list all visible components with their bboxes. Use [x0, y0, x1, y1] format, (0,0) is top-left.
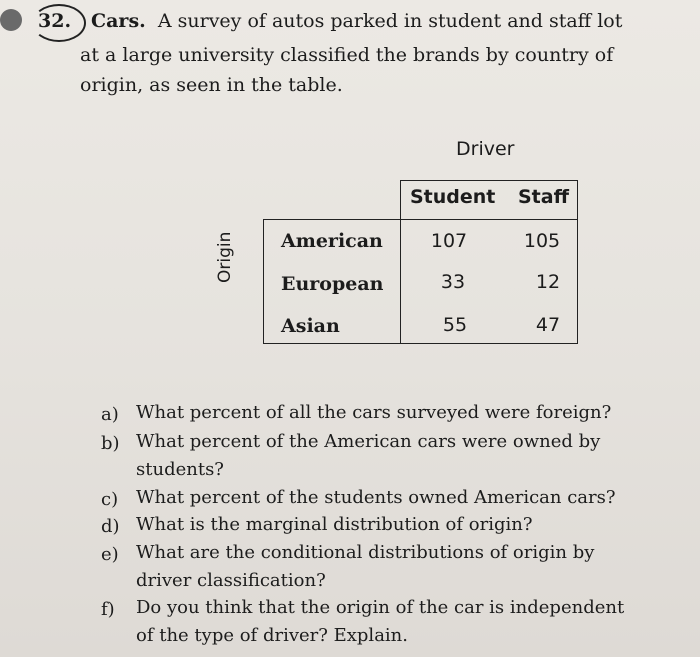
problem-intro-text-1: A survey of autos parked in student and staff lot	[157, 10, 623, 32]
question-b-label: b)	[101, 433, 120, 454]
row-label-american: American	[281, 230, 383, 252]
row-label-asian: Asian	[281, 315, 340, 337]
question-e-text-2: driver classification?	[136, 570, 326, 591]
question-c-text: What percent of the students owned American cars?	[136, 487, 616, 508]
question-b-text-1: What percent of the American cars were owned by	[136, 431, 601, 452]
question-a-label: a)	[101, 404, 119, 425]
column-group-label: Driver	[456, 138, 515, 160]
question-d-text: What is the marginal distribution of origin?	[136, 514, 533, 535]
problem-intro-line-1	[91, 10, 622, 32]
cell-american-student: 107	[430, 230, 468, 252]
cell-american-staff: 105	[523, 230, 561, 252]
cell-asian-staff: 47	[535, 314, 561, 336]
row-label-european: European	[281, 273, 384, 295]
cell-european-staff: 12	[535, 271, 561, 293]
problem-intro-line-2: at a large university classified the brands by country of	[80, 44, 614, 66]
question-a-text: What percent of all the cars surveyed were foreign?	[136, 402, 612, 423]
problem-intro-line-3: origin, as seen in the table.	[80, 74, 343, 96]
cell-asian-student: 55	[442, 314, 468, 336]
row-label-divider	[400, 219, 401, 344]
question-f-label: f)	[101, 599, 115, 620]
question-c-label: c)	[101, 489, 119, 510]
problem-title: Cars.	[91, 10, 146, 32]
cell-european-student: 33	[440, 271, 466, 293]
row-group-label: Origin	[215, 231, 235, 283]
question-f-text-1: Do you think that the origin of the car is independent	[136, 597, 625, 618]
column-header-student: Student	[410, 186, 496, 208]
question-b-text-2: students?	[136, 459, 224, 480]
question-e-label: e)	[101, 544, 119, 565]
question-f-text-2: of the type of driver? Explain.	[136, 625, 408, 646]
question-d-label: d)	[101, 516, 120, 537]
problem-bullet-icon	[0, 9, 22, 31]
column-header-staff: Staff	[518, 186, 569, 208]
question-e-text-1: What are the conditional distributions of origin by	[136, 542, 595, 563]
problem-number: 32.	[38, 10, 72, 32]
